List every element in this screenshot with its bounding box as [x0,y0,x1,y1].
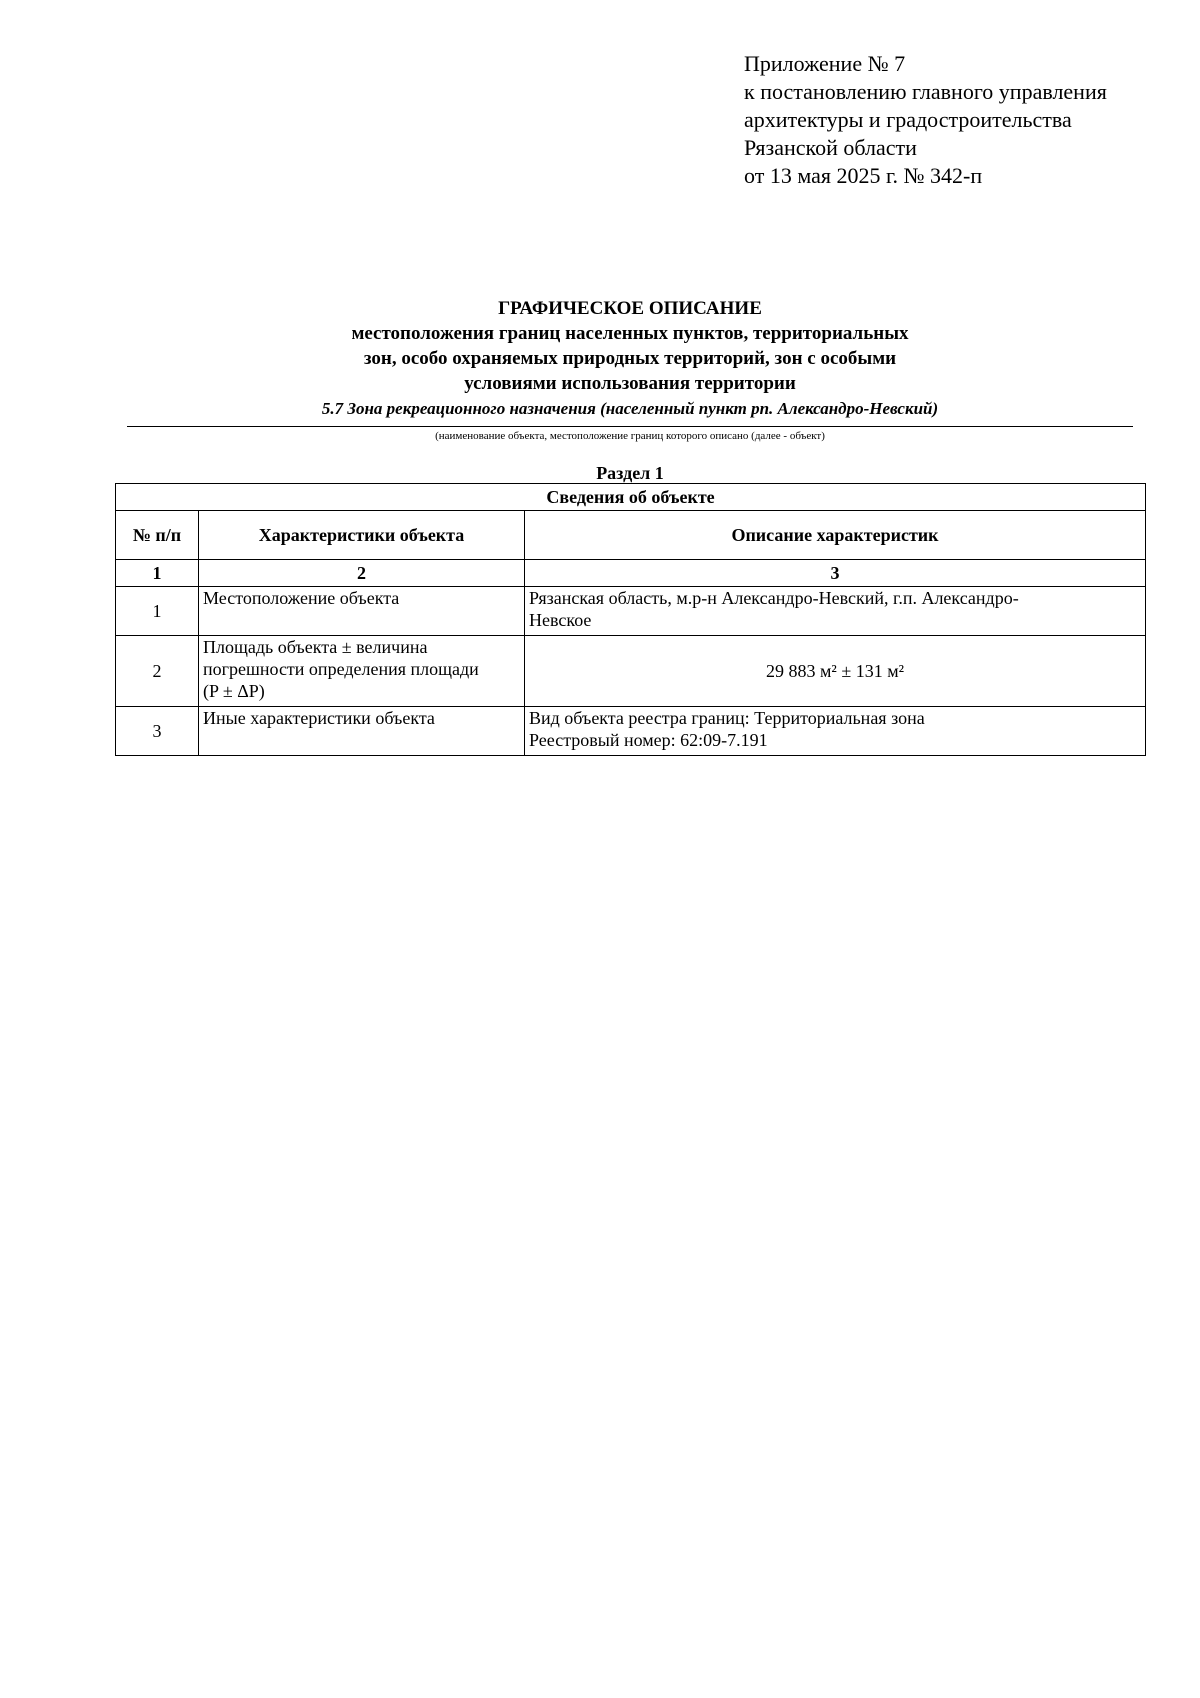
column-number: 3 [525,560,1146,587]
appendix-line: Рязанской области [744,135,917,160]
characteristic-line: (P ± ΔP) [203,681,265,701]
row-description: 29 883 м² ± 131 м² [525,636,1146,707]
subtitle-line: местоположения границ населенных пунктов, территориальных [351,323,909,344]
section-title: Раздел 1 [596,463,664,483]
subtitle-line: условиями использования территории [464,373,796,394]
characteristic-line: погрешности определения площади [203,659,479,679]
table-row [116,636,1146,707]
row-number: 3 [116,707,199,756]
row-characteristic [199,636,525,707]
table-row [116,587,1146,636]
characteristic-line: Площадь объекта ± величина [203,637,428,657]
row-number: 1 [116,587,199,636]
object-info-table [115,483,1146,756]
subtitle-line: зон, особо охраняемых природных территорий, зон с особыми [363,348,897,369]
table-row [116,707,1146,756]
column-number: 1 [116,560,199,587]
table-caption-row [116,484,1146,511]
row-number: 2 [116,636,199,707]
column-number: 2 [199,560,525,587]
appendix-line: архитектуры и градостроительства [744,107,1072,132]
appendix-line: к постановлению главного управления [744,79,1107,104]
table-header-row [116,511,1146,560]
header-characteristics: Характеристики объекта [199,511,525,560]
document-subtitle [127,321,1133,396]
header-no: № п/п [116,511,199,560]
column-number-row [116,560,1146,587]
description-line: Вид объекта реестра границ: Территориальная зона [529,708,925,728]
description-line: Рязанская область, м.р-н Александро-Невский, г.п. Александро- [529,588,1019,608]
appendix-date: от 13 мая 2025 г. № 342-п [744,163,983,188]
description-line: Невское [529,610,592,630]
appendix-header [744,50,1174,190]
header-description: Описание характеристик [525,511,1146,560]
object-name-caption: (наименование объекта, местоположение границ которого описано (далее - объект) [435,430,825,442]
object-name: 5.7 Зона рекреационного назначения (населенный пункт рп. Александро-Невский) [321,399,939,418]
table-caption: Сведения об объекте [116,484,1146,511]
document-title: ГРАФИЧЕСКОЕ ОПИСАНИЕ [498,298,762,319]
row-characteristic: Местоположение объекта [199,587,525,636]
row-description [525,707,1146,756]
description-line: Реестровый номер: 62:09-7.191 [529,730,768,750]
row-characteristic: Иные характеристики объекта [199,707,525,756]
appendix-number: Приложение № 7 [744,51,906,76]
row-description [525,587,1146,636]
object-name-underline [127,426,1133,427]
document-title-block [127,296,1133,420]
